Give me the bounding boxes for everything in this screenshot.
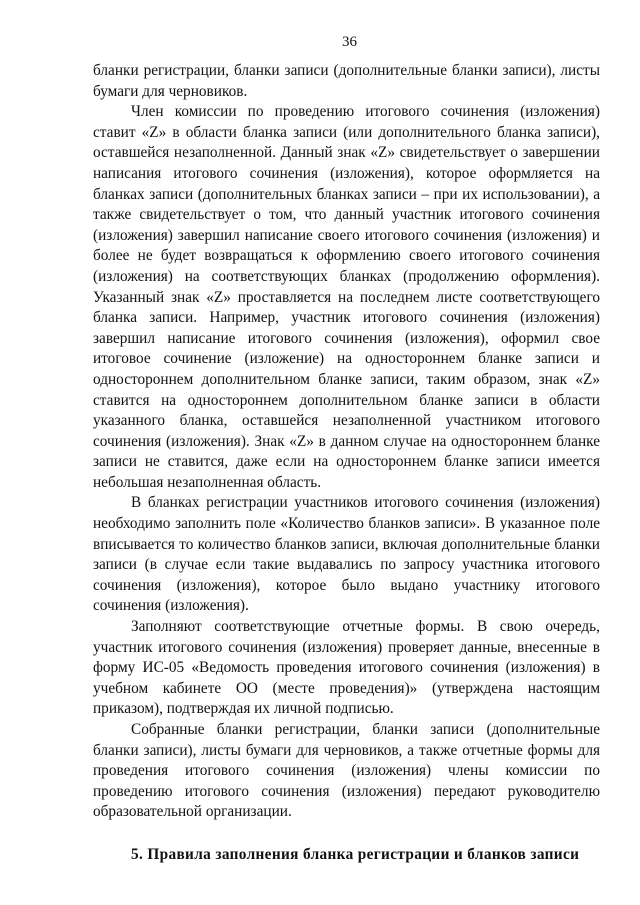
paragraph-z-mark: Член комиссии по проведению итогового сочинения (изложения) ставит «Z» в области бланка записи (или дополнительного бланка записи), оставшейся незаполненной. Данный знак «Z» свидетельствует о завершении написания итогового сочинения (изложения), которое оформляется на бланках записи (дополнительных бланках записи – при их использовании), а также свидетельствует о том, что данный участник итогового сочинения (изложения) завершил написание своего итогового сочинения (изложения) и более не будет возвращаться к оформлению своего итогового сочинения (изложения) на соответствующих бланках (продолжению оформления). Указанный знак «Z» проставляется на последнем листе соответствующего бланка записи. Например, участник итогового сочинения (изложения) завершил написание итогового сочинения (изложения), оформил свое итоговое сочинение (изложение) на одностороннем бланке записи и одностороннем дополнительном бланке записи, таким образом, знак «Z» ставится на одностороннем дополнительном бланке записи в области указанного бланка, оставшейся незаполненной участником итогового сочинения (изложения). Знак «Z» в данном случае на одностороннем бланке записи не ставится, даже если на одностороннем бланке записи имеется небольшая незаполненная область. <box>93 103 600 491</box>
paragraph-report-forms: Заполняют соответствующие отчетные формы. В свою очередь, участник итогового сочинения (изложения) проверяет данные, внесенные в форму ИС-05 «Ведомость проведения итогового сочинения (изложения) в учебном кабинете ОО (месте проведения)» (утверждена настоящим приказом), подтверждая их личной подписью. <box>93 618 600 718</box>
paragraph-continuation: бланки регистрации, бланки записи (дополнительные бланки записи), листы бумаги для черновиков. <box>93 62 600 100</box>
section-heading: 5. Правила заполнения бланка регистрации и бланков записи <box>131 845 580 863</box>
paragraph-handover: Собранные бланки регистрации, бланки записи (дополнительные бланки записи), листы бумаги для черновиков, а также отчетные формы для проведения итогового сочинения (изложения) члены комиссии по проведению итогового сочинения (изложения) передают руководителю образовательной организации. <box>93 721 600 821</box>
paragraph-blank-count: В бланках регистрации участников итогового сочинения (изложения) необходимо заполнить поле «Количество бланков записи». В указанное поле вписывается то количество бланков записи, включая дополнительные бланки записи (в случае если такие выдавались по запросу участника итогового сочинения (изложения), которое было выдано участнику итогового сочинения (изложения). <box>93 494 600 615</box>
page-number: 36 <box>342 34 357 50</box>
